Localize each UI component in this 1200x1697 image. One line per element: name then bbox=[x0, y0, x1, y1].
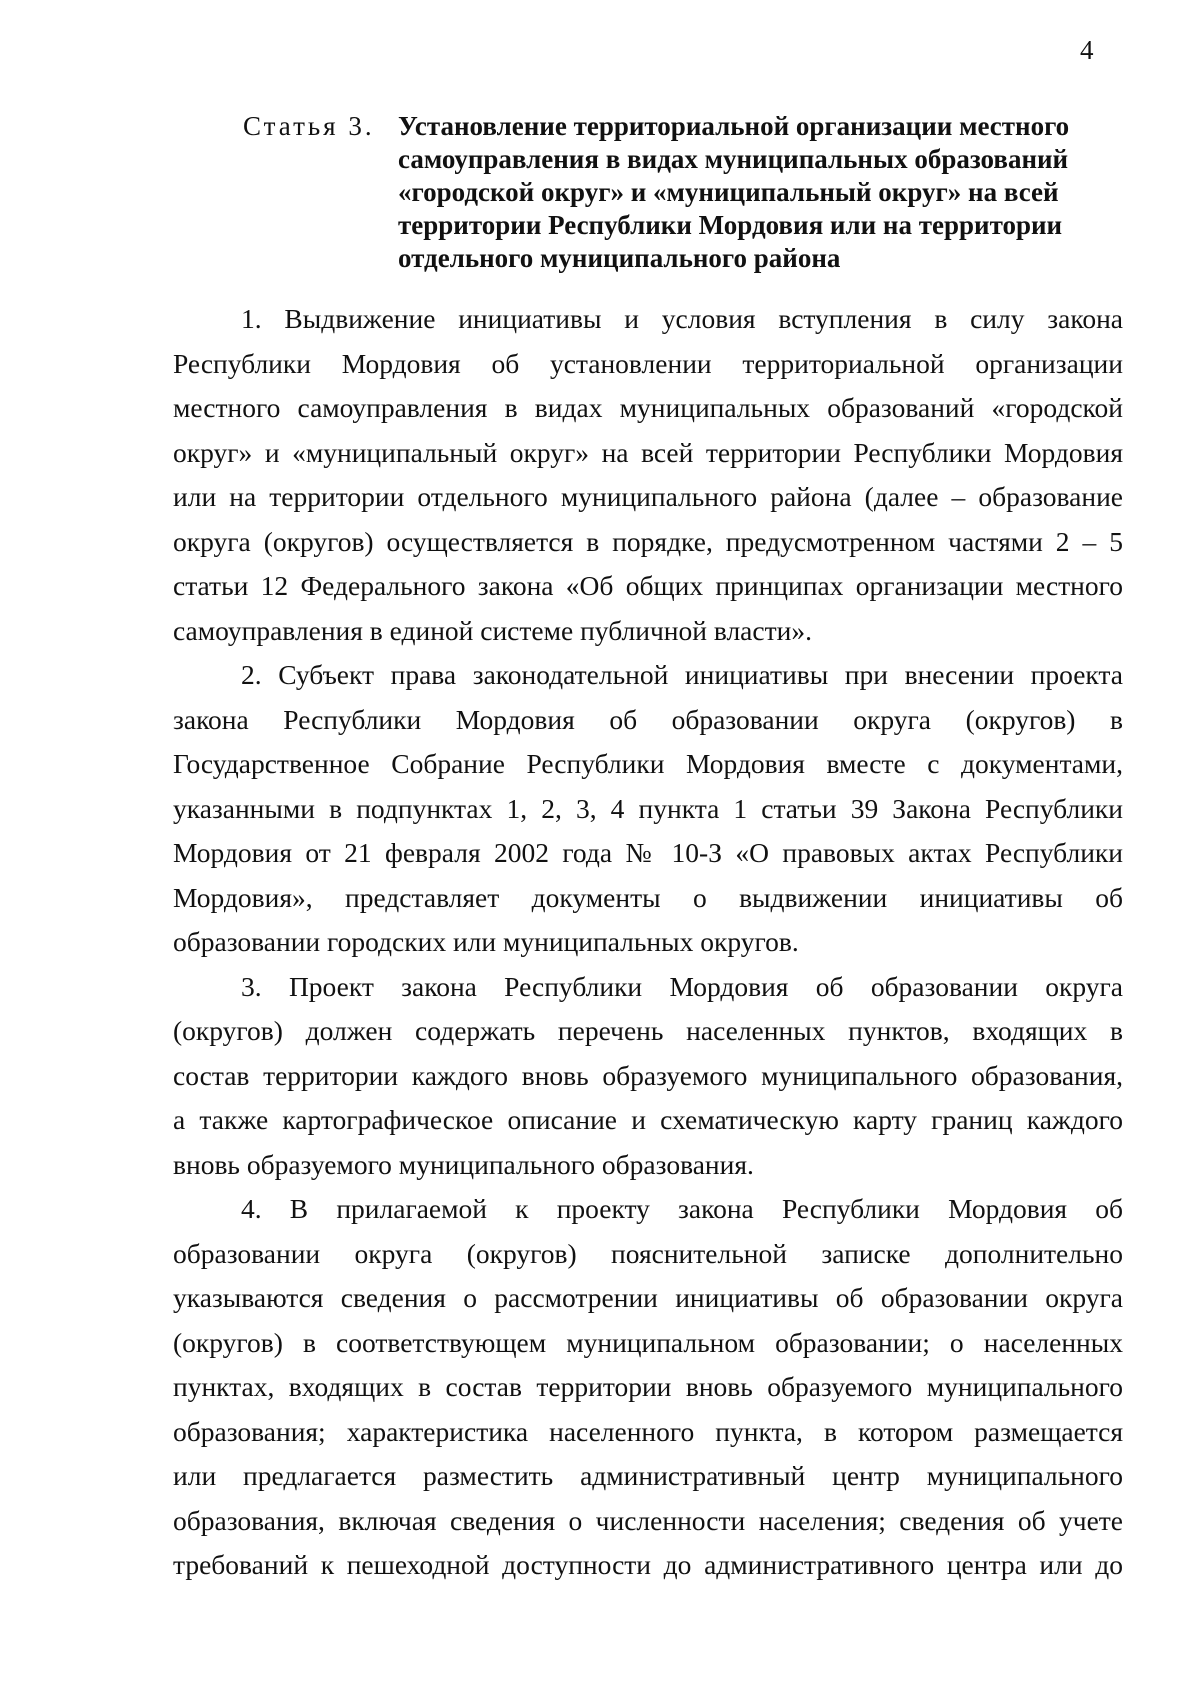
text-line: или на территории отдельного муниципального района (далее – образование bbox=[173, 481, 1123, 512]
text-line: 2. Субъект права законодательной инициативы при внесении проекта bbox=[241, 659, 1123, 690]
text-line: (округов) в соответствующем муниципальном образовании; о населенных bbox=[173, 1326, 1123, 1358]
text-line: а также картографическое описание и схематическую карту границ каждого bbox=[173, 1104, 1123, 1135]
text-line: образования; характеристика населенного пункта, в котором размещается bbox=[173, 1415, 1123, 1447]
paragraph-4 bbox=[173, 1187, 1123, 1588]
article-title-line: территории Республики Мордовия или на территории bbox=[398, 210, 1063, 240]
text-line: образования, включая сведения о численности населения; сведения об учете bbox=[173, 1504, 1123, 1536]
text-line: образовании городских или муниципальных округов. bbox=[173, 926, 799, 957]
article-title-line: Установление территориальной организации местного bbox=[398, 111, 1070, 141]
text-line: вновь образуемого муниципального образования. bbox=[173, 1148, 754, 1180]
text-line: состав территории каждого вновь образуемого муниципального образования, bbox=[173, 1059, 1123, 1091]
article-title bbox=[398, 110, 1123, 275]
text-line: образовании округа (округов) пояснительной записке дополнительно bbox=[173, 1237, 1123, 1269]
text-line: пунктах, входящих в состав территории вновь образуемого муниципального bbox=[173, 1371, 1123, 1402]
text-line: Республики Мордовия об установлении территориальной организации bbox=[173, 347, 1123, 379]
text-line: самоуправления в единой системе публичной власти». bbox=[173, 614, 812, 646]
paragraph-3 bbox=[173, 965, 1123, 1188]
text-line: закона Республики Мордовия об образовании округа (округов) в bbox=[173, 703, 1123, 735]
text-line: Мордовия от 21 февраля 2002 года № 10-З «О правовых актах Республики bbox=[173, 837, 1123, 868]
text-line: (округов) должен содержать перечень населенных пунктов, входящих в bbox=[173, 1015, 1123, 1046]
text-line: 1. Выдвижение инициативы и условия вступления в силу закона bbox=[241, 303, 1123, 334]
page-number: 4 bbox=[1080, 35, 1094, 65]
text-line: округа (округов) осуществляется в порядке, предусмотренном частями 2 – 5 bbox=[173, 525, 1123, 557]
paragraph-2 bbox=[173, 653, 1123, 965]
text-line: округ» и «муниципальный округ» на всей территории Республики Мордовия bbox=[173, 436, 1123, 468]
article-label: Статья 3. bbox=[243, 111, 375, 141]
article-title-line: «городской округ» и «муниципальный округ» на всей bbox=[398, 177, 1059, 207]
article-body bbox=[173, 297, 1123, 1588]
text-line: Мордовия», представляет документы о выдвижении инициативы об bbox=[173, 881, 1123, 913]
article-title-line: самоуправления в видах муниципальных образований bbox=[398, 144, 1069, 174]
text-line: статьи 12 Федерального закона «Об общих принципах организации местного bbox=[173, 570, 1123, 601]
text-line: 3. Проект закона Республики Мордовия об образовании округа bbox=[241, 970, 1123, 1002]
text-line: указанными в подпунктах 1, 2, 3, 4 пункта 1 статьи 39 Закона Республики bbox=[173, 792, 1123, 824]
paragraph-1 bbox=[173, 297, 1123, 653]
text-line: или предлагается разместить административный центр муниципального bbox=[173, 1460, 1123, 1491]
text-line: местного самоуправления в видах муниципальных образований «городской bbox=[173, 392, 1123, 423]
text-line: 4. В прилагаемой к проекту закона Республики Мордовия об bbox=[241, 1193, 1123, 1224]
article-title-line: отдельного муниципального района bbox=[398, 243, 841, 273]
text-line: Государственное Собрание Республики Мордовия вместе с документами, bbox=[173, 748, 1123, 779]
text-line: требований к пешеходной доступности до административного центра или до bbox=[173, 1549, 1123, 1580]
text-line: указываются сведения о рассмотрении инициативы об образовании округа bbox=[173, 1282, 1123, 1313]
